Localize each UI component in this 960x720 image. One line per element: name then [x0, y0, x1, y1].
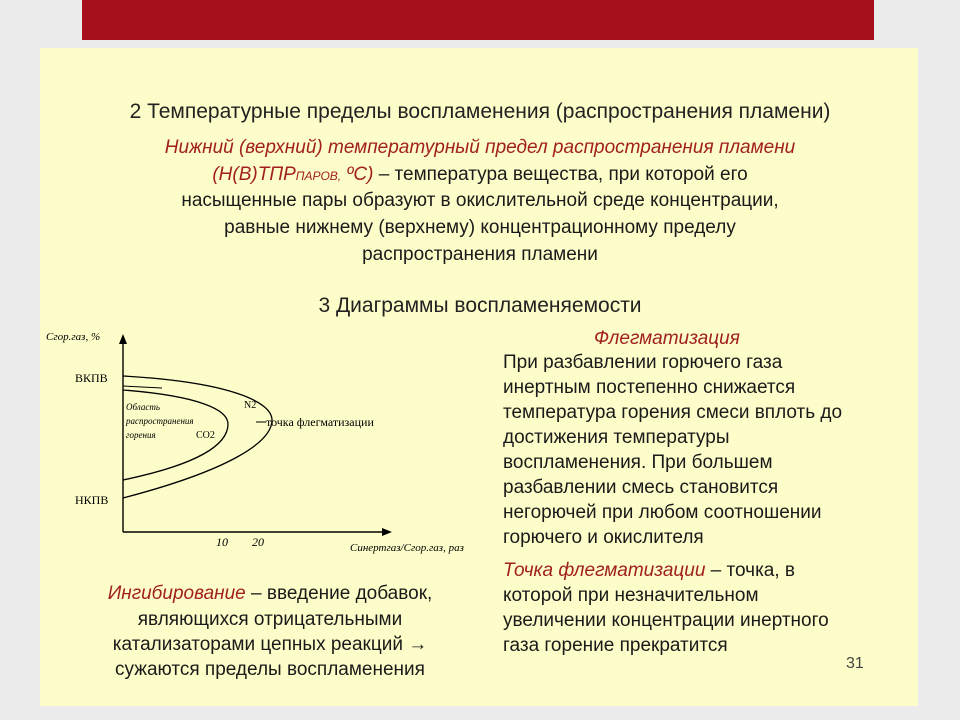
- definition-line-3: равные нижнему (верхнему) концентрационному пределу: [224, 217, 736, 238]
- inhib-line-1-rest: – введение добавок,: [245, 583, 433, 604]
- definition-line-4: распространения пламени: [362, 244, 598, 265]
- point-line-1-rest: – точка, в: [705, 560, 796, 581]
- point-line-1: [503, 560, 795, 582]
- flammability-diagram: [40, 320, 480, 560]
- phleg-point-label: точка флегматизации: [266, 415, 374, 429]
- definition-term: Нижний (верхний) температурный предел распространения пламени: [164, 137, 796, 158]
- phleg-line: воспламенения. При большем: [503, 452, 773, 473]
- y-axis-label: Cгор.газ, %: [46, 331, 101, 343]
- co2-label: CO2: [196, 430, 215, 441]
- phleg-line: инертным постепенно снижается: [503, 377, 796, 398]
- n2-label: N2: [244, 400, 257, 411]
- definition-line-1: [0, 164, 960, 186]
- page-number: 31: [846, 655, 864, 672]
- section3-heading: 3 Диаграммы воспламеняемости: [318, 294, 642, 317]
- title-bar: [82, 0, 874, 40]
- phleg-line: температура горения смеси вплоть до: [503, 402, 843, 423]
- definition-abbr: (Н(В)ТПР: [212, 164, 296, 185]
- inhib-line: катализаторами цепных реакций →: [112, 634, 428, 655]
- phleg-line: достижения температуры: [503, 427, 730, 448]
- inhib-line: являющихся отрицательными: [137, 609, 403, 630]
- point-term: Точка флегматизации: [503, 560, 706, 581]
- phleg-title: Флегматизация: [594, 328, 740, 349]
- phleg-line: горючего и окислителя: [503, 527, 704, 548]
- region-label-3: горения: [126, 430, 156, 440]
- phleg-line: При разбавлении горючего газа: [503, 352, 783, 373]
- definition-line-2: насыщенные пары образуют в окислительной среде концентрации,: [181, 190, 779, 211]
- phleg-line: негорючей при любом соотношении: [503, 502, 822, 523]
- phleg-line: разбавлении смесь становится: [503, 477, 779, 498]
- definition-line-1-rest: – температура вещества, при которой его: [373, 164, 748, 185]
- x-axis-arrow: [382, 528, 392, 536]
- inhib-line-1: [0, 583, 540, 605]
- x-axis-label: Cинертгаз/Cгор.газ, раз: [350, 542, 464, 554]
- point-line: увеличении концентрации инертного: [503, 610, 829, 631]
- y-axis-arrow: [119, 334, 127, 344]
- point-line: газа горение прекратится: [503, 635, 728, 656]
- definition-abbr-unit: ºС): [341, 164, 374, 185]
- x-tick-10: 10: [216, 535, 228, 549]
- inner-line: [123, 386, 162, 388]
- point-line: которой при незначительном: [503, 585, 759, 606]
- nkpv-label: НКПВ: [75, 493, 109, 507]
- region-label-1: Область: [126, 402, 160, 412]
- inhib-term: Ингибирование: [107, 583, 246, 604]
- x-tick-20: 20: [252, 535, 264, 549]
- inhib-line: сужаются пределы воспламенения: [115, 659, 425, 680]
- vkpv-label: ВКПВ: [75, 371, 108, 385]
- section2-heading: 2 Температурные пределы воспламенения (распространения пламени): [129, 100, 831, 123]
- definition-abbr-sub: ПАРОВ,: [295, 169, 342, 183]
- region-label-2: распространения: [126, 416, 194, 426]
